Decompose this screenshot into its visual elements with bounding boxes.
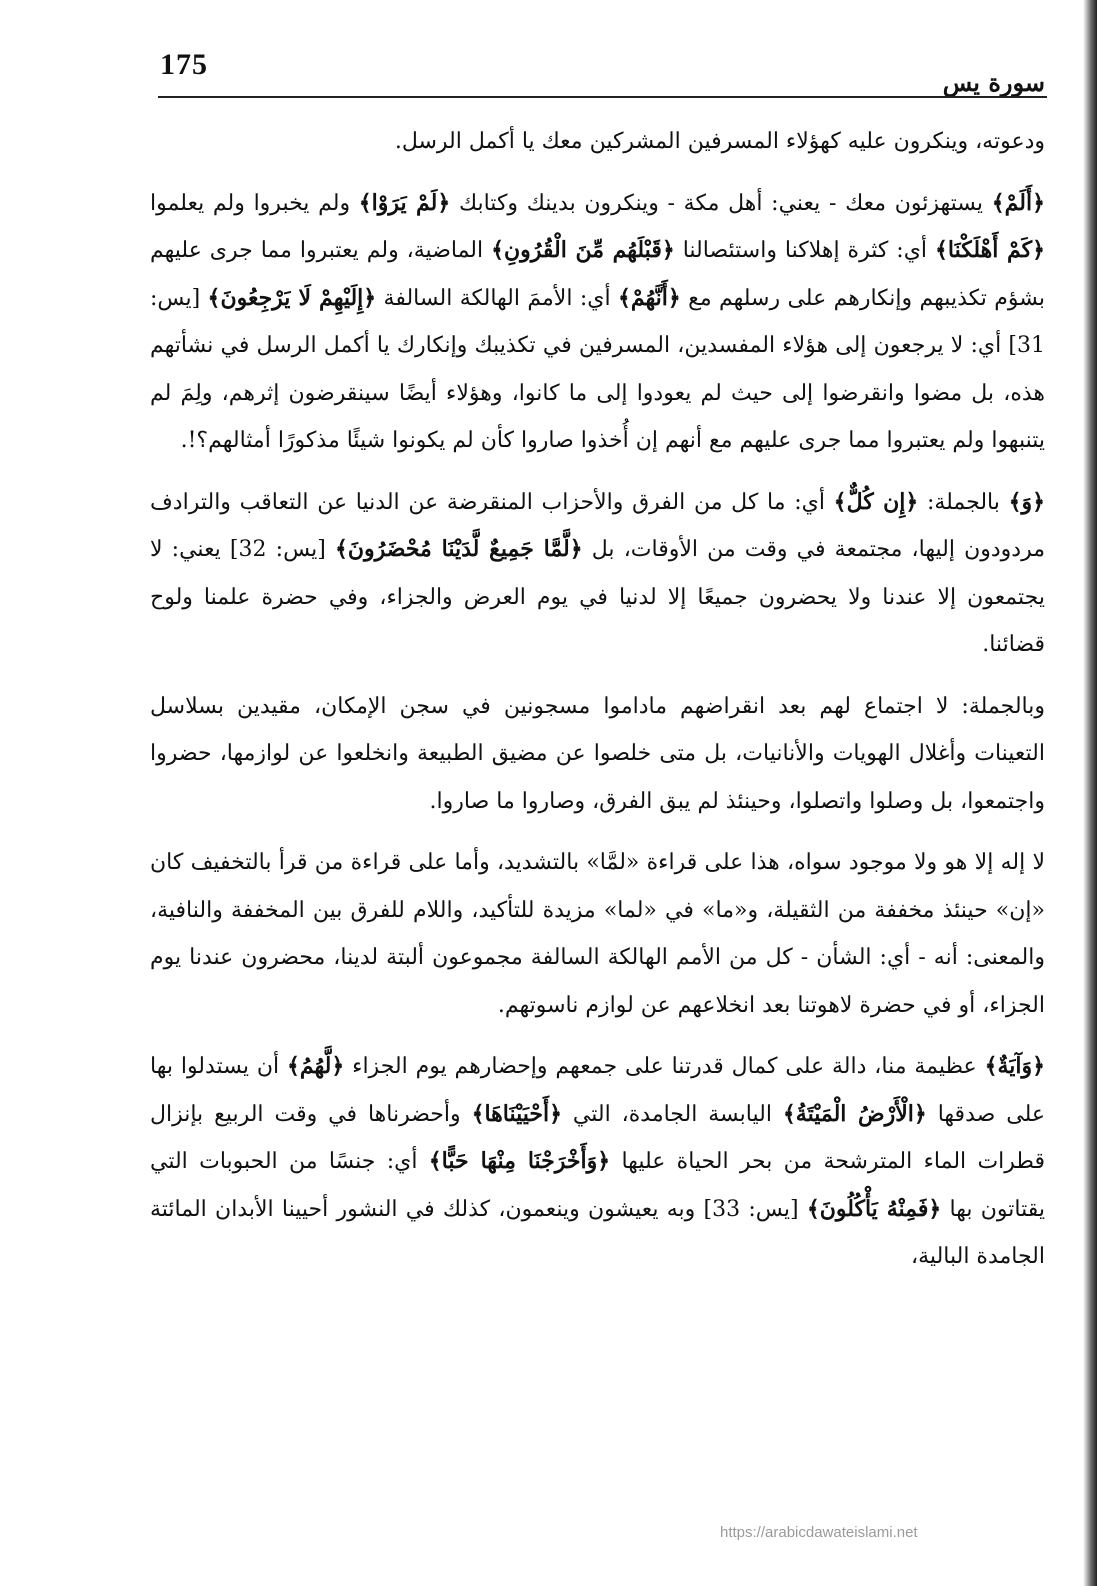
text-segment: ودعوته، وينكرون عليه كهؤلاء المسرفين المشركين معك يا أكمل الرسل. [394,129,1045,154]
quran-quote: ﴿لَّمَّا جَمِيعٌ لَّدَيْنَا مُحْضَرُونَ﴾ [334,536,583,562]
paragraph [150,683,1045,826]
quran-quote: ﴿إِلَيْهِمْ لَا يَرْجِعُونَ﴾ [207,284,377,311]
header-divider [158,96,1047,98]
paragraph [150,180,1045,465]
text-segment: [يس: 32] يعني: لا يجتمعون إلا عندنا ولا يحضرون جميعًا إلا لدنيا في يوم العرض والجزاء، وفي حضرة علمنا ولوح قضائنا. [150,537,1045,657]
text-segment: أي: الأممَ الهالكة السالفة [376,285,618,311]
text-segment: الماضية، ولم يعتبروا مما جرى عليهم بشؤم تكذيبهم وإنكارهم على رسلهم مع [150,238,1045,311]
paragraph [150,1043,1045,1281]
quran-quote: ﴿وَآيَةٌ﴾ [984,1053,1045,1079]
text-segment: وبالجملة: لا اجتماع لهم بعد انقراضهم ماداموا مسجونين في سجن الإمكان، مقيدين بسلاسل التعينات وأغلال الهويات والأنانيات، بل متى خلصوا عن مضيق الطبيعة وانخلعوا عن لوازمها، حضروا واجتمعوا، بل وصلوا واتصلوا، وحينئذ لم يبق الفرق، وصاروا ما صاروا. [150,693,1045,814]
text-segment: يستهزئون معك - يعني: أهل مكة - وينكرون بدينك وكتابك [450,190,992,216]
text-segment: أن يستدلوا بها على صدقها [150,1054,1045,1127]
text-segment: أي: كثرة إهلاكنا واستئصالنا [674,238,935,263]
quran-quote: ﴿الْأَرْضُ الْمَيْتَةُ﴾ [782,1100,927,1127]
text-segment: ولم يخبروا ولم يعلموا [150,190,359,216]
commentary-body [150,118,1045,1295]
paragraph [150,839,1045,1029]
quran-quote: ﴿وَأَخْرَجْنَا مِنْهَا حَبًّا﴾ [428,1148,611,1174]
watermark-url: https://arabicdawateislami.net [720,1524,918,1541]
text-segment: لا إله إلا هو ولا موجود سواه، هذا على قراءة «لمَّا» بالتشديد، وأما على قراءة من قرأ بالتخفيف كان «إن» حينئذ مخففة من الثقيلة، و«ما» في «لما» مزيدة للتأكيد، واللام للفرق بين المخففة والنافية، والمعنى: أنه - أي: الشأن - كل من الأمم الهالكة السالفة مجموعون ألبتة لدينا، محضرون عندنا يوم الجزاء، أو في حضرة لاهوتنا بعد انخلاعهم عن لوازم ناسوتهم. [150,850,1045,1018]
quran-quote: ﴿لَّهُمُ﴾ [286,1053,345,1079]
text-segment: بالجملة: [918,489,1009,515]
text-segment: أي: جنسًا من الحبوبات التي يقتاتون بها [150,1149,1045,1222]
quran-quote: ﴿لَمْ يَرَوْا﴾ [358,189,451,216]
text-segment: أي: ما كل من الفرق والأحزاب المنقرضة عن الدنيا عن التعاقب والترادف مردودون إليها، مجتمعة في وقت من الأوقات، بل [150,489,1045,562]
text-segment: عظيمة منا، دالة على كمال قدرتنا على جمعهم وإحضارهم يوم الجزاء [344,1054,985,1079]
surah-title: سورة يس [942,68,1045,97]
quran-quote: ﴿أَنَّهُمْ﴾ [617,284,681,311]
text-segment: [يس: 31] أي: لا يرجعون إلى هؤلاء المفسدين، المسرفين في تكذيبك وإنكارك يا أكمل الرسل في نشأتهم هذه، بل مضوا وانقرضوا إلى حيث لم يعودوا إلى ما كانوا، وهؤلاء أيضًا سينقرضون إثرهم، ولِمَ لم يتنبهوا ولم يعتبروا مما جرى عليهم مع أنهم إن أُخذوا صاروا كأن لم يكونوا شيئًا مذكورًا أمثالهم؟!. [150,285,1045,453]
quran-quote: ﴿كَمْ أَهْلَكْنَا﴾ [935,237,1046,263]
quran-quote: ﴿أَلَمْ﴾ [991,189,1045,216]
text-segment: وأحضرناها في وقت الربيع بإنزال قطرات الماء المترشحة من بحر الحياة عليها [150,1101,1045,1174]
paragraph [150,479,1045,669]
text-segment: [يس: 33] وبه يعيشون وينعمون، كذلك في النشور أحيينا الأبدان المائتة الجامدة البالية، [150,1196,1045,1269]
quran-quote: ﴿وَ﴾ [1008,488,1045,515]
quran-quote: ﴿أَحْيَيْنَاهَا﴾ [471,1100,562,1127]
quran-quote: ﴿قَبْلَهُم مِّنَ الْقُرُونِ﴾ [491,237,675,263]
page-number: 175 [160,48,208,81]
quran-quote: ﴿فَمِنْهُ يَأْكُلُونَ﴾ [806,1195,942,1222]
text-segment: اليابسة الجامدة، التي [561,1101,783,1127]
page-spine-shadow [1083,0,1097,1586]
quran-quote: ﴿إِن كُلٌّ﴾ [833,488,919,515]
paragraph [150,118,1045,166]
